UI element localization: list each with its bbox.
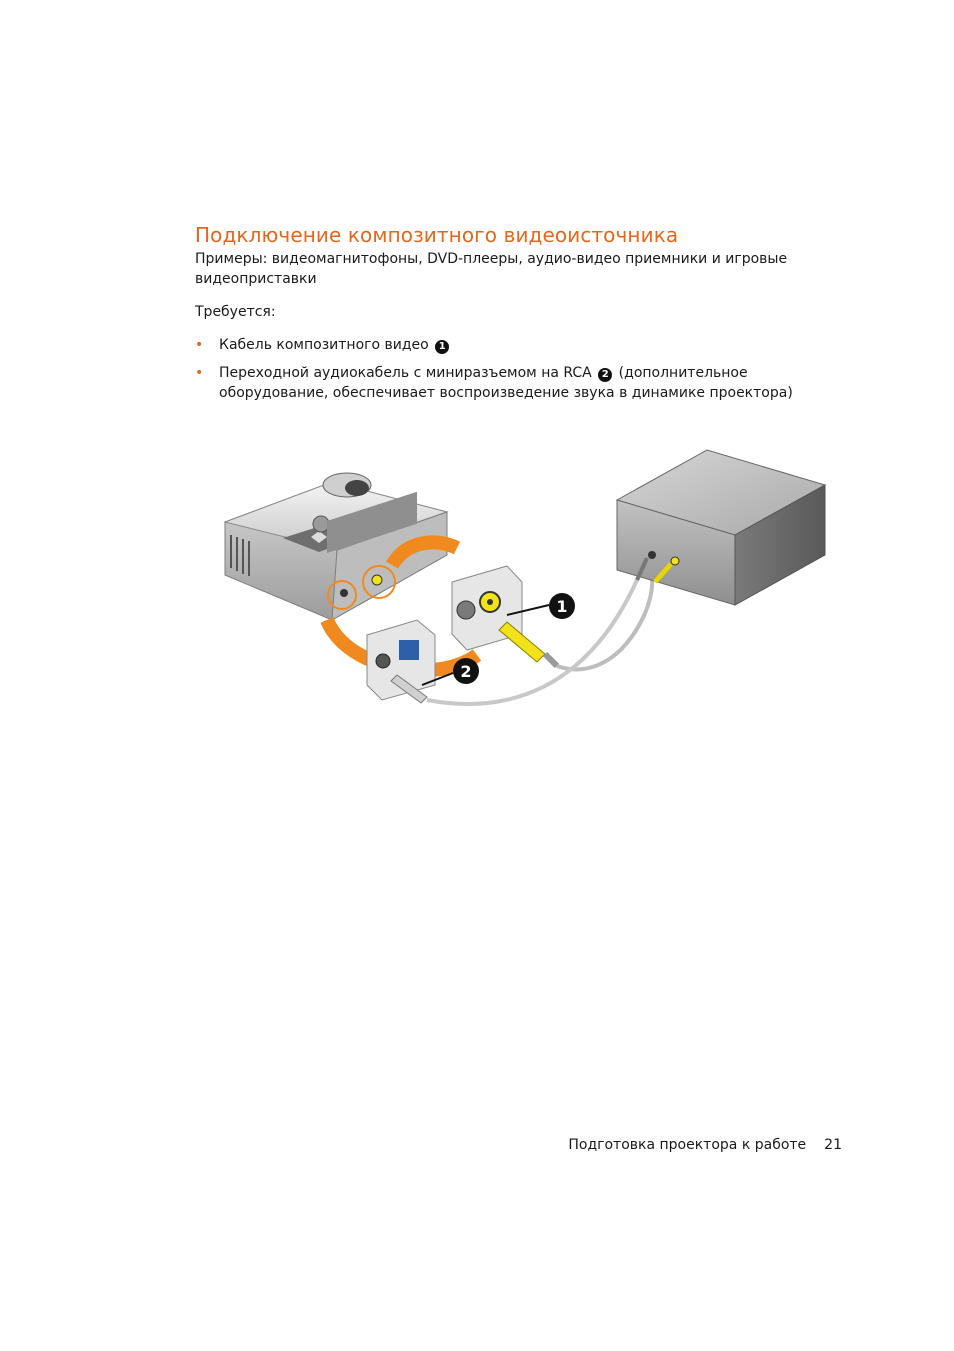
bullet-icon: • [195,337,204,353]
callout-2-icon: 2 [598,368,612,382]
bullet-icon: • [195,365,204,381]
list-item [195,363,845,403]
video-cable [557,570,652,669]
item-note: (дополнительное оборудование, обеспечивает воспроизведение звука в динамике проектора) [219,365,793,401]
callout-2-label: 2 [460,662,472,681]
list-item [195,335,845,355]
source-device [617,450,825,605]
required-label: Требуется: [195,304,276,320]
item-text: Переходной аудиокабель с миниразъемом на RCA [219,365,592,381]
callout-1-icon: 1 [435,340,449,354]
page-footer [568,1137,842,1153]
footer-section-title: Подготовка проектора к работе [568,1137,807,1153]
page-title: Подключение композитного видеоисточника [195,222,679,247]
video-plug [499,622,557,666]
requirements-list [195,335,845,411]
callout-1-label: 1 [556,597,568,616]
page-number: 21 [824,1137,842,1153]
connection-diagram [207,430,832,715]
item-text: Кабель композитного видео [219,337,429,353]
examples-text: Примеры: видеомагнитофоны, DVD-плееры, аудио-видео приемники и игровые видеоприставки [195,251,788,287]
